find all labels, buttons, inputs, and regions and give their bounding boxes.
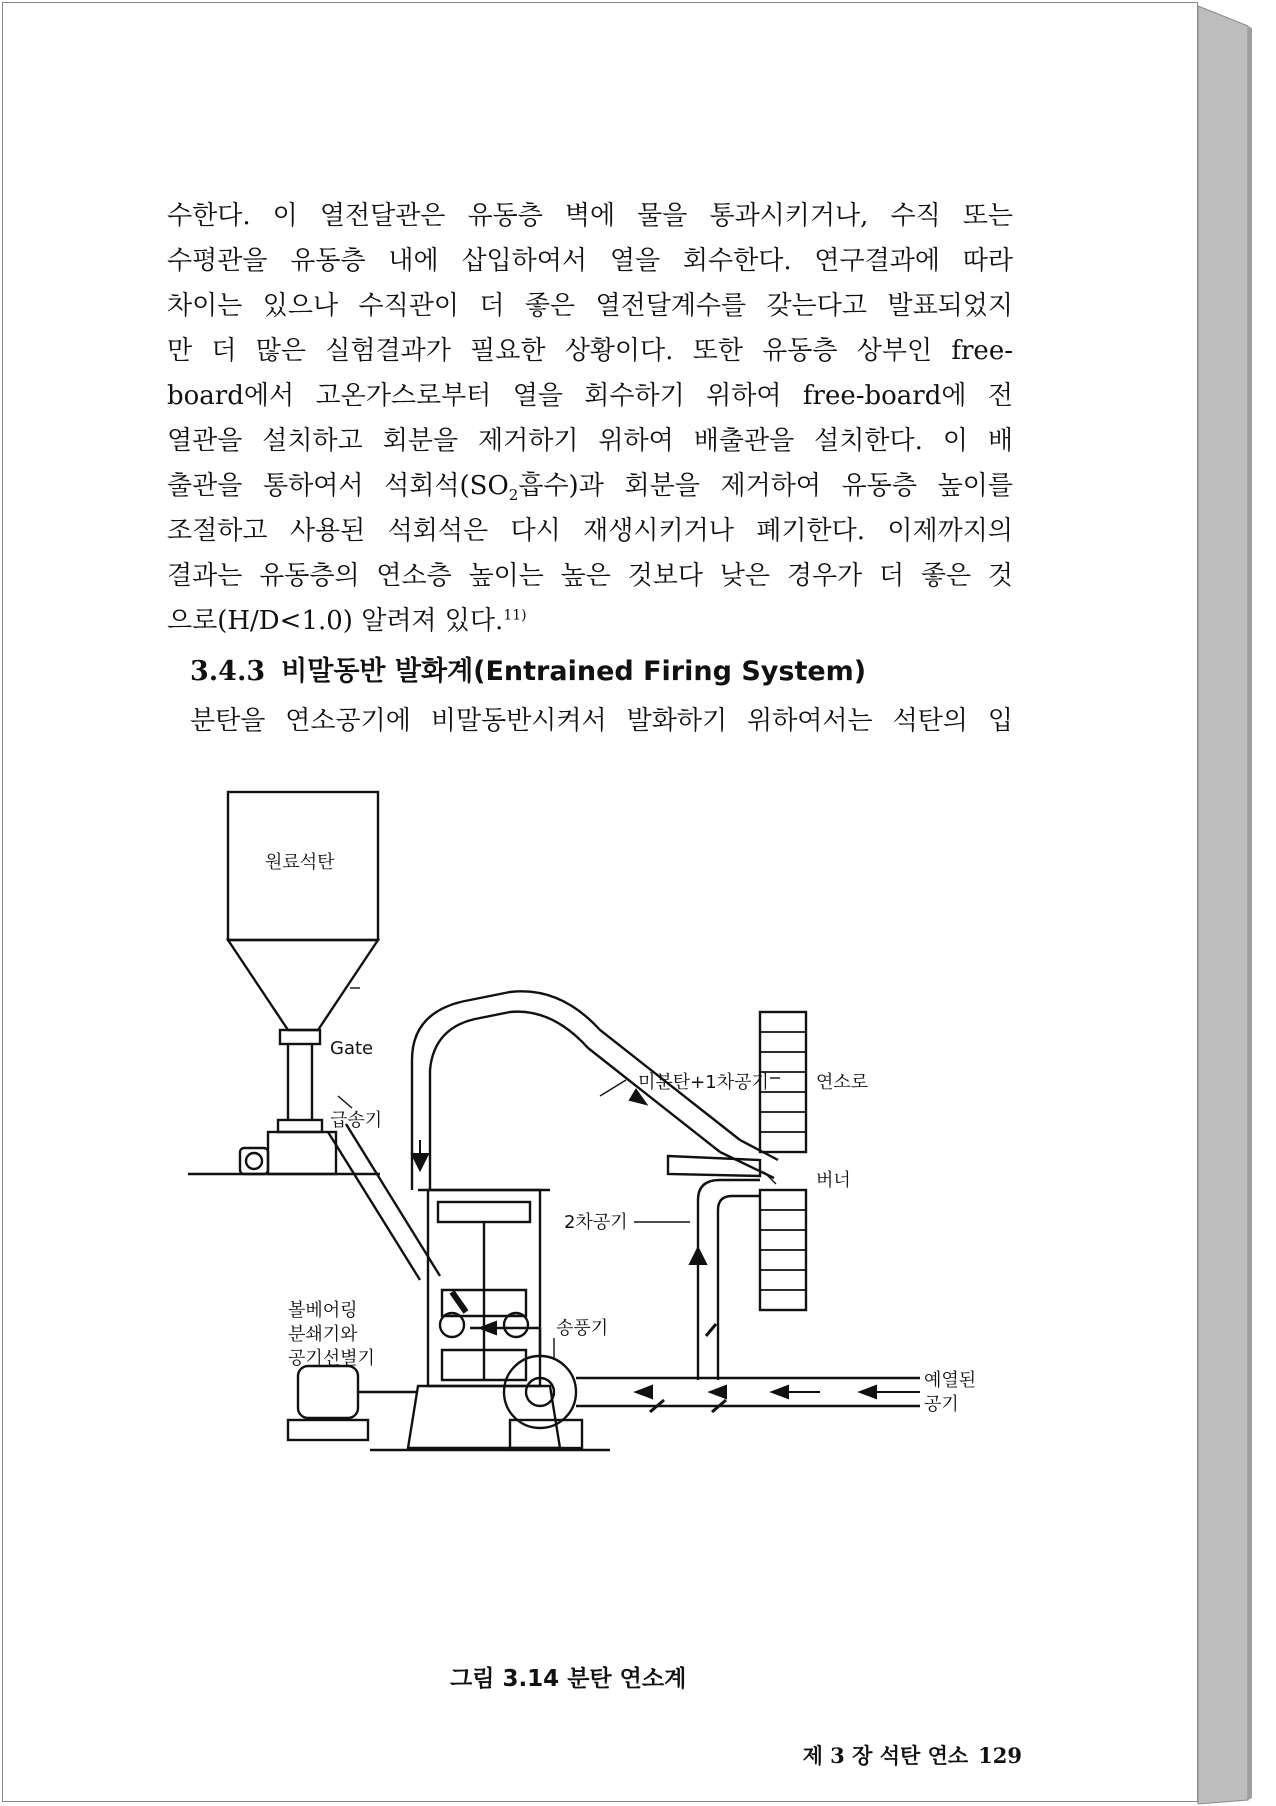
page-number: 129: [978, 1743, 1022, 1768]
label-gate: Gate: [330, 1038, 374, 1059]
label-pulverized-primary-air: 미분탄+1차공기: [638, 1072, 769, 1093]
running-footer: [722, 1740, 1022, 1770]
label-secondary-air: 2차공기: [564, 1212, 628, 1233]
footer-chapter: 제 3 장 석탄 연소: [802, 1743, 969, 1768]
body-line-part: 으로(H/D<1.0) 알려져 있다.: [167, 606, 504, 636]
label-ball-mill-2: 분쇄기와: [288, 1324, 358, 1345]
section-heading: [190, 652, 1010, 692]
body-line-last: [167, 599, 1013, 644]
label-furnace: 연소로: [816, 1072, 869, 1093]
body-line: 열관을 설치하고 회분을 제거하기 위하여 배출관을 설치한다. 이 배: [167, 426, 1013, 456]
body-paragraph: [167, 194, 1013, 644]
figure-coal-combustion-system: [180, 780, 1020, 1520]
body-line: 차이는 있으나 수직관이 더 좋은 열전달계수를 갖는다고 발표되었지: [167, 291, 1013, 321]
label-raw-coal: 원료석탄: [265, 852, 335, 873]
label-preheated-air-2: 공기: [924, 1394, 959, 1415]
figure-caption: 그림 3.14 분탄 연소계: [450, 1666, 687, 1692]
body-line: 결과는 유동층의 연소층 높이는 높은 것보다 낮은 경우가 더 좋은 것: [167, 561, 1013, 591]
section-title: 비말동반 발화계(Entrained Firing System): [281, 656, 867, 687]
label-burner: 버너: [816, 1170, 851, 1191]
figure-diagram: [180, 780, 1020, 1520]
section-first-line: 분탄을 연소공기에 비말동반시켜서 발화하기 위하여서는 석탄의 입: [190, 706, 1013, 736]
body-line: 수평관을 유동층 내에 삽입하여서 열을 회수한다. 연구결과에 따라: [167, 246, 1013, 276]
body-line-part: 흡수)과 회분을 제거하여 유동층 높이를: [518, 471, 1014, 501]
body-line: board에서 고온가스로부터 열을 회수하기 위하여 free-board에 전: [167, 381, 1013, 411]
so2-subscript: 2: [508, 486, 519, 505]
label-blower: 송풍기: [556, 1318, 609, 1339]
body-line: 수한다. 이 열전달관은 유동층 벽에 물을 통과시키거나, 수직 또는: [167, 201, 1013, 231]
label-ball-mill-1: 볼베어링: [288, 1300, 358, 1321]
label-feeder: 급송기: [330, 1110, 383, 1131]
label-preheated-air-1: 예열된: [924, 1370, 977, 1391]
label-ball-mill-3: 공기선별기: [288, 1348, 375, 1369]
reference-superscript: 11): [503, 607, 527, 624]
body-line: 만 더 많은 실험결과가 필요한 상황이다. 또한 유동층 상부인 free-: [167, 336, 1013, 366]
body-line: 조절하고 사용된 석회석은 다시 재생시키거나 폐기한다. 이제까지의: [167, 516, 1013, 546]
body-line-so2: [167, 464, 1013, 509]
body-line-part: 출관을 통하여서 석회석(SO: [167, 471, 509, 501]
section-number: 3.4.3: [190, 656, 266, 687]
